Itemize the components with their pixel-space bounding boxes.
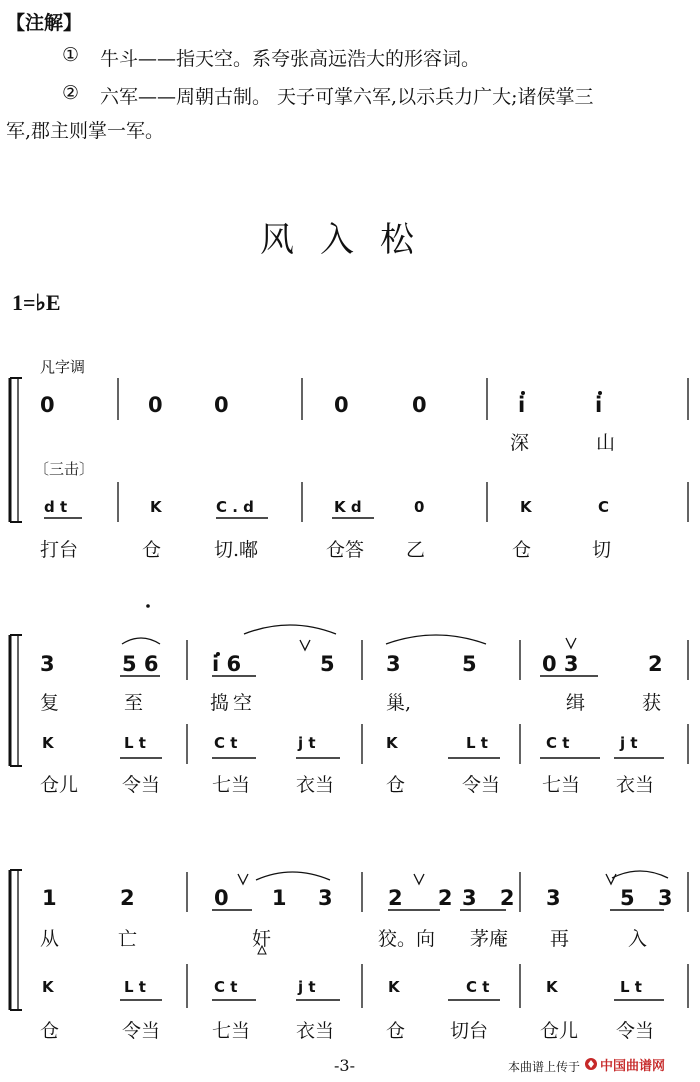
lyric: 巢, — [386, 692, 412, 714]
perc-symbol: K — [150, 498, 162, 516]
note: 3 2 — [462, 886, 523, 910]
lyric: 深 — [510, 432, 530, 454]
note: 0 3 — [542, 652, 579, 676]
perc-symbol: L t — [620, 978, 642, 996]
upload-note: 本曲谱上传于 — [508, 1060, 581, 1074]
mode-label: 凡字调 — [40, 358, 86, 376]
perc-syllable: 仓 — [386, 774, 406, 796]
note: 2 — [648, 652, 663, 676]
lyric: 山 — [596, 432, 616, 454]
perc-symbol: L t — [124, 978, 146, 996]
perc-syllable: 令当 — [122, 774, 161, 796]
perc-symbol: 0 — [414, 498, 425, 516]
note: 0 — [334, 393, 349, 417]
perc-syllable: 令当 — [122, 1020, 161, 1042]
notes-title: 【注解】 — [6, 12, 83, 34]
perc-symbol: d t — [44, 498, 68, 516]
site-logo-icon — [584, 1056, 598, 1070]
perc-syllable: 七当 — [212, 774, 251, 796]
note: 5 3 — [620, 886, 681, 910]
note: 0 1 — [214, 886, 305, 910]
lyric: 再 — [550, 928, 570, 950]
perc-syllable: 七当 — [542, 774, 581, 796]
perc-syllable: 七当 — [212, 1020, 251, 1042]
lyric: 狡。向 — [378, 928, 436, 950]
note: 5 — [320, 652, 335, 676]
song-title: 风入松 — [260, 220, 440, 260]
note: i 6 — [212, 652, 242, 676]
perc-symbol: C . d — [216, 498, 254, 516]
perc-syllable: 仓 — [40, 1020, 60, 1042]
perc-syllable: 切 — [592, 539, 612, 561]
perc-syllable: 仓 — [512, 539, 532, 561]
perc-syllable: 仓儿 — [40, 774, 79, 796]
note: 2 2 — [388, 886, 467, 910]
perc-syllable: 仓 — [142, 539, 162, 561]
lyric: 亡 — [118, 928, 138, 950]
note-2-continuation: 军,郡主则掌一军。 — [6, 120, 165, 142]
note: 0 — [148, 393, 163, 417]
perc-symbol: j t — [298, 978, 316, 996]
note-1-text: 牛斗——指天空。系夸张高远浩大的形容词。 — [100, 48, 481, 70]
perc-symbol: K — [42, 734, 54, 752]
perc-symbol: j t — [298, 734, 316, 752]
perc-symbol: L t — [124, 734, 146, 752]
lyric: 获 — [642, 692, 662, 714]
note: 5 — [462, 652, 477, 676]
note-2-text: 六军——周朝古制。 天子可掌六军,以示兵力广大;诸侯掌三 — [100, 86, 594, 108]
note: 0 — [412, 393, 427, 417]
perc-syllable: 衣当 — [296, 774, 335, 796]
perc-symbol: C — [598, 498, 610, 516]
perc-symbol: L t — [466, 734, 488, 752]
note: i — [518, 393, 526, 417]
perc-symbol: K — [42, 978, 54, 996]
perc-symbol: C t — [214, 978, 238, 996]
perc-syllable: 仓 — [386, 1020, 406, 1042]
lyric: 复 — [40, 692, 60, 714]
note-2-marker: ② — [62, 82, 80, 104]
perc-symbol: C t — [546, 734, 570, 752]
perc-syllable: 衣当 — [296, 1020, 335, 1042]
perc-symbol: j t — [620, 734, 638, 752]
note: 0 — [40, 393, 55, 417]
lyric: 至 — [124, 692, 144, 714]
perc-symbol: C t — [466, 978, 490, 996]
lyric: 茅庵 — [470, 928, 509, 950]
percussion-label: 〔三击〕 — [34, 460, 95, 478]
perc-syllable: 切.嘟 — [214, 539, 259, 561]
lyric: 从 — [40, 928, 60, 950]
note: 5 6 — [122, 652, 159, 676]
note: i — [595, 393, 603, 417]
note: 2 — [120, 886, 135, 910]
perc-syllable: 令当 — [462, 774, 501, 796]
perc-syllable: 仓答 — [326, 539, 365, 561]
site-name: 中国曲谱网 — [600, 1059, 666, 1074]
perc-symbol: K — [520, 498, 532, 516]
note: 1 — [42, 886, 57, 910]
note: 3 — [40, 652, 55, 676]
note: 3 — [386, 652, 401, 676]
note: 0 — [214, 393, 229, 417]
note: 3 — [318, 886, 333, 910]
lyric: 捣空 — [210, 692, 257, 714]
perc-symbol: C t — [214, 734, 238, 752]
perc-syllable: 切台 — [450, 1020, 489, 1042]
perc-symbol: K — [546, 978, 558, 996]
key-signature: 1=♭E — [12, 290, 61, 315]
perc-syllable: 打台 — [40, 539, 79, 561]
perc-syllable: 乙 — [406, 539, 426, 561]
note-1-marker: ① — [62, 44, 80, 66]
lyric: 缉 — [566, 692, 586, 714]
page-number: -3- — [334, 1056, 355, 1075]
perc-syllable: 令当 — [616, 1020, 655, 1042]
lyric: 奸 — [252, 928, 272, 950]
perc-symbol: K — [386, 734, 398, 752]
perc-symbol: K — [388, 978, 400, 996]
perc-syllable: 仓儿 — [540, 1020, 579, 1042]
perc-symbol: K d — [334, 498, 362, 516]
note: 3 — [546, 886, 561, 910]
perc-syllable: 衣当 — [616, 774, 655, 796]
lyric: 入 — [628, 928, 648, 950]
